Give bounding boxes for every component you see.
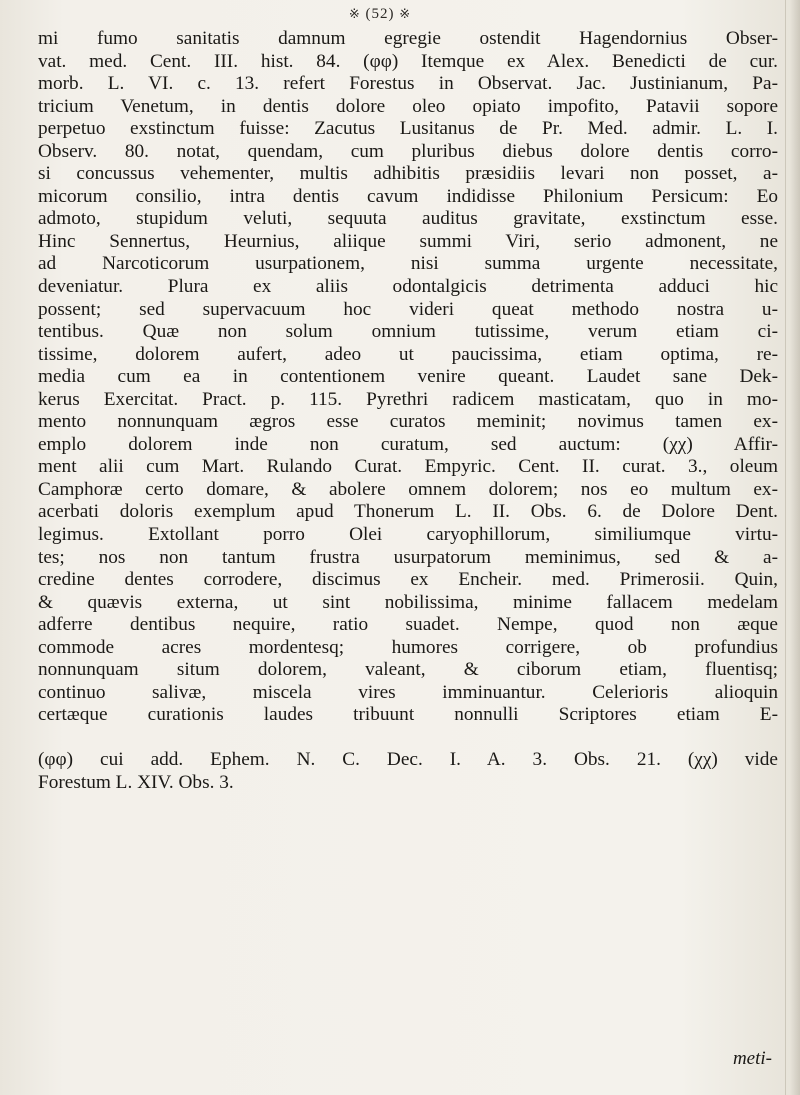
page-number: (52) — [365, 6, 395, 22]
text-line: mento nonnunquam ægros esse curatos meminit; novimus tamen ex- — [38, 411, 778, 433]
text-line: possent; sed supervacuum hoc videri queat methodo nostra u- — [38, 298, 778, 320]
body-text — [38, 28, 778, 794]
ornament-icon: ※ — [348, 6, 361, 21]
catchword: meti- — [732, 1048, 772, 1069]
text-line: acerbati doloris exemplum apud Thonerum L. II. Obs. 6. de Dolore Dent. — [38, 501, 778, 523]
text-line: ad Narcoticorum usurpationem, nisi summa urgente necessitate, — [38, 253, 778, 275]
footnote-line: (φφ) cui add. Ephem. N. C. Dec. I. A. 3. Obs. 21. (χχ) vide — [38, 748, 778, 770]
text-line: tentibus. Quæ non solum omnium tutissime, verum etiam ci- — [38, 321, 778, 343]
text-line: Camphoræ certo domare, & abolere omnem dolorem; nos eo multum ex- — [38, 478, 778, 500]
text-line: vat. med. Cent. III. hist. 84. (φφ) Itemque ex Alex. Benedicti de cur. — [38, 50, 778, 72]
text-line: Hinc Sennertus, Heurnius, aliique summi Viri, serio admonent, ne — [38, 230, 778, 252]
page-fold — [785, 0, 786, 1095]
footnote-line: Forestum L. XIV. Obs. 3. — [38, 771, 234, 793]
text-line: mi fumo sanitatis damnum egregie ostendit Hagendornius Obser- — [38, 28, 778, 49]
text-line: perpetuo exstinctum fuisse: Zacutus Lusitanus de Pr. Med. admir. L. I. — [38, 118, 778, 140]
page-edge-shadow — [790, 0, 800, 1095]
text-line: certæque curationis laudes tribuunt nonnulli Scriptores etiam E- — [38, 704, 778, 726]
text-line: tissime, dolorem aufert, adeo ut paucissima, etiam optima, re- — [38, 343, 778, 365]
text-line: tricium Venetum, in dentis dolore oleo opiato impofito, Patavii sopore — [38, 95, 778, 117]
text-line: admoto, stupidum veluti, sequuta auditus gravitate, exstinctum esse. — [38, 208, 778, 230]
text-line: kerus Exercitat. Pract. p. 115. Pyrethri radicem masticatam, quo in mo- — [38, 388, 778, 410]
text-line: tes; nos non tantum frustra usurpatorum meminimus, sed & a- — [38, 546, 778, 568]
text-line: legimus. Extollant porro Olei caryophillorum, similiumque virtu- — [38, 524, 778, 546]
text-line: nonnunquam situm dolorem, valeant, & ciborum etiam, fluentisq; — [38, 659, 778, 681]
text-line: emplo dolorem inde non curatum, sed auctum: (χχ) Affir- — [38, 433, 778, 455]
text-line: commode acres mordentesq; humores corrigere, ob profundius — [38, 636, 778, 658]
page-header — [0, 6, 760, 23]
text-line: morb. L. VI. c. 13. refert Forestus in Observat. Jac. Justinianum, Pa- — [38, 73, 778, 95]
spacer — [38, 727, 778, 749]
text-line: ment alii cum Mart. Rulando Curat. Empyric. Cent. II. curat. 3., oleum — [38, 456, 778, 478]
text-line: continuo salivæ, miscela vires imminuantur. Celerioris alioquin — [38, 681, 778, 703]
text-line: credine dentes corrodere, discimus ex Encheir. med. Primerosii. Quin, — [38, 569, 778, 591]
text-line: Observ. 80. notat, quendam, cum pluribus diebus dolore dentis corro- — [38, 140, 778, 162]
text-line: media cum ea in contentionem venire queant. Laudet sane Dek- — [38, 366, 778, 388]
text-line: si concussus vehementer, multis adhibitis præsidiis levari non posset, a- — [38, 163, 778, 185]
text-line: adferre dentibus nequire, ratio suadet. Nempe, quod non æque — [38, 614, 778, 636]
text-line: deveniatur. Plura ex aliis odontalgicis detrimenta adduci hic — [38, 276, 778, 298]
ornament-icon-right: ※ — [399, 6, 412, 21]
text-line: micorum consilio, intra dentis cavum indidisse Philonium Persicum: Eo — [38, 185, 778, 207]
text-line: & quævis externa, ut sint nobilissima, minime fallacem medelam — [38, 591, 778, 613]
